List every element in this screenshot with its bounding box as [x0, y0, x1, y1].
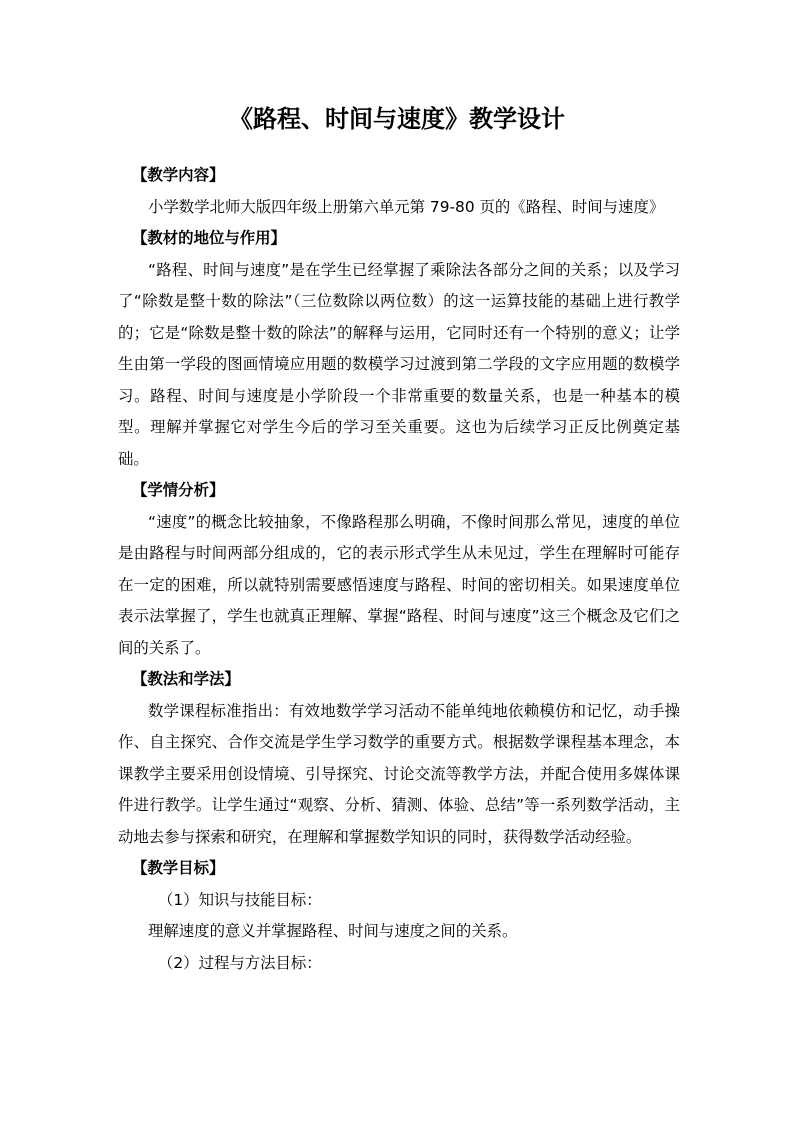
- document-body: [118, 160, 680, 979]
- section-text-content: 小学数学北师大版四年级上册第六单元第 79-80 页的《路程、时间与速度》: [148, 197, 665, 216]
- section-heading-methods: 【教法和学法】: [132, 670, 240, 688]
- goal-2-label: （2）过程与方法目标：: [158, 953, 322, 972]
- section-heading-role: 【教材的地位与作用】: [132, 229, 286, 247]
- section-heading-analysis: 【学情分析】: [132, 481, 225, 499]
- section-text-role: “路程、时间与速度”是在学生已经掌握了乘除法各部分之间的关系；以及学习了“除数是整十数的除法”（三位数除以两位数）的这一运算技能的基础上进行教学的；它是“除数是整十数的除法”的解释与运用，它同时还有一个特别的意义；让学生由第一学段的图画情境应用题的数模学习过渡到第二学段的文字应用题的数模学习。路程、时间与速度是小学阶段一个非常重要的数量关系，也是一种基本的模型。理解并掌握它对学生今后的学习至关重要。这也为后续学习正反比例奠定基础。: [118, 260, 680, 468]
- document-title: 《路程、时间与速度》教学设计: [229, 105, 565, 133]
- section-text-analysis: “速度”的概念比较抽象，不像路程那么明确，不像时间那么常见，速度的单位是由路程与时间两部分组成的，它的表示形式学生从未见过，学生在理解时可能存在一定的困难，所以就特别需要感悟速度与路程、时间的密切相关。如果速度单位表示法掌握了，学生也就真正理解、掌握“路程、时间与速度”这三个概念及它们之间的关系了。: [118, 512, 680, 657]
- goal-1-text: 理解速度的意义并掌握路程、时间与速度之间的关系。: [148, 922, 518, 940]
- section-heading-goals: 【教学目标】: [132, 859, 225, 877]
- section-text-methods: 数学课程标准指出：有效地数学学习活动不能单纯地依赖模仿和记忆，动手操作、自主探究、合作交流是学生学习数学的重要方式。根据数学课程基本理念，本课教学主要采用创设情境、引导探究、讨论交流等教学方法，并配合使用多媒体课件进行教学。让学生通过“观察、分析、猜测、体验、总结”等一系列数学活动，主动地去参与探索和研究，在理解和掌握数学知识的同时，获得数学活动经验。: [118, 701, 680, 846]
- goal-1-label: （1）知识与技能目标：: [158, 890, 322, 909]
- section-heading-content: 【教学内容】: [132, 166, 225, 184]
